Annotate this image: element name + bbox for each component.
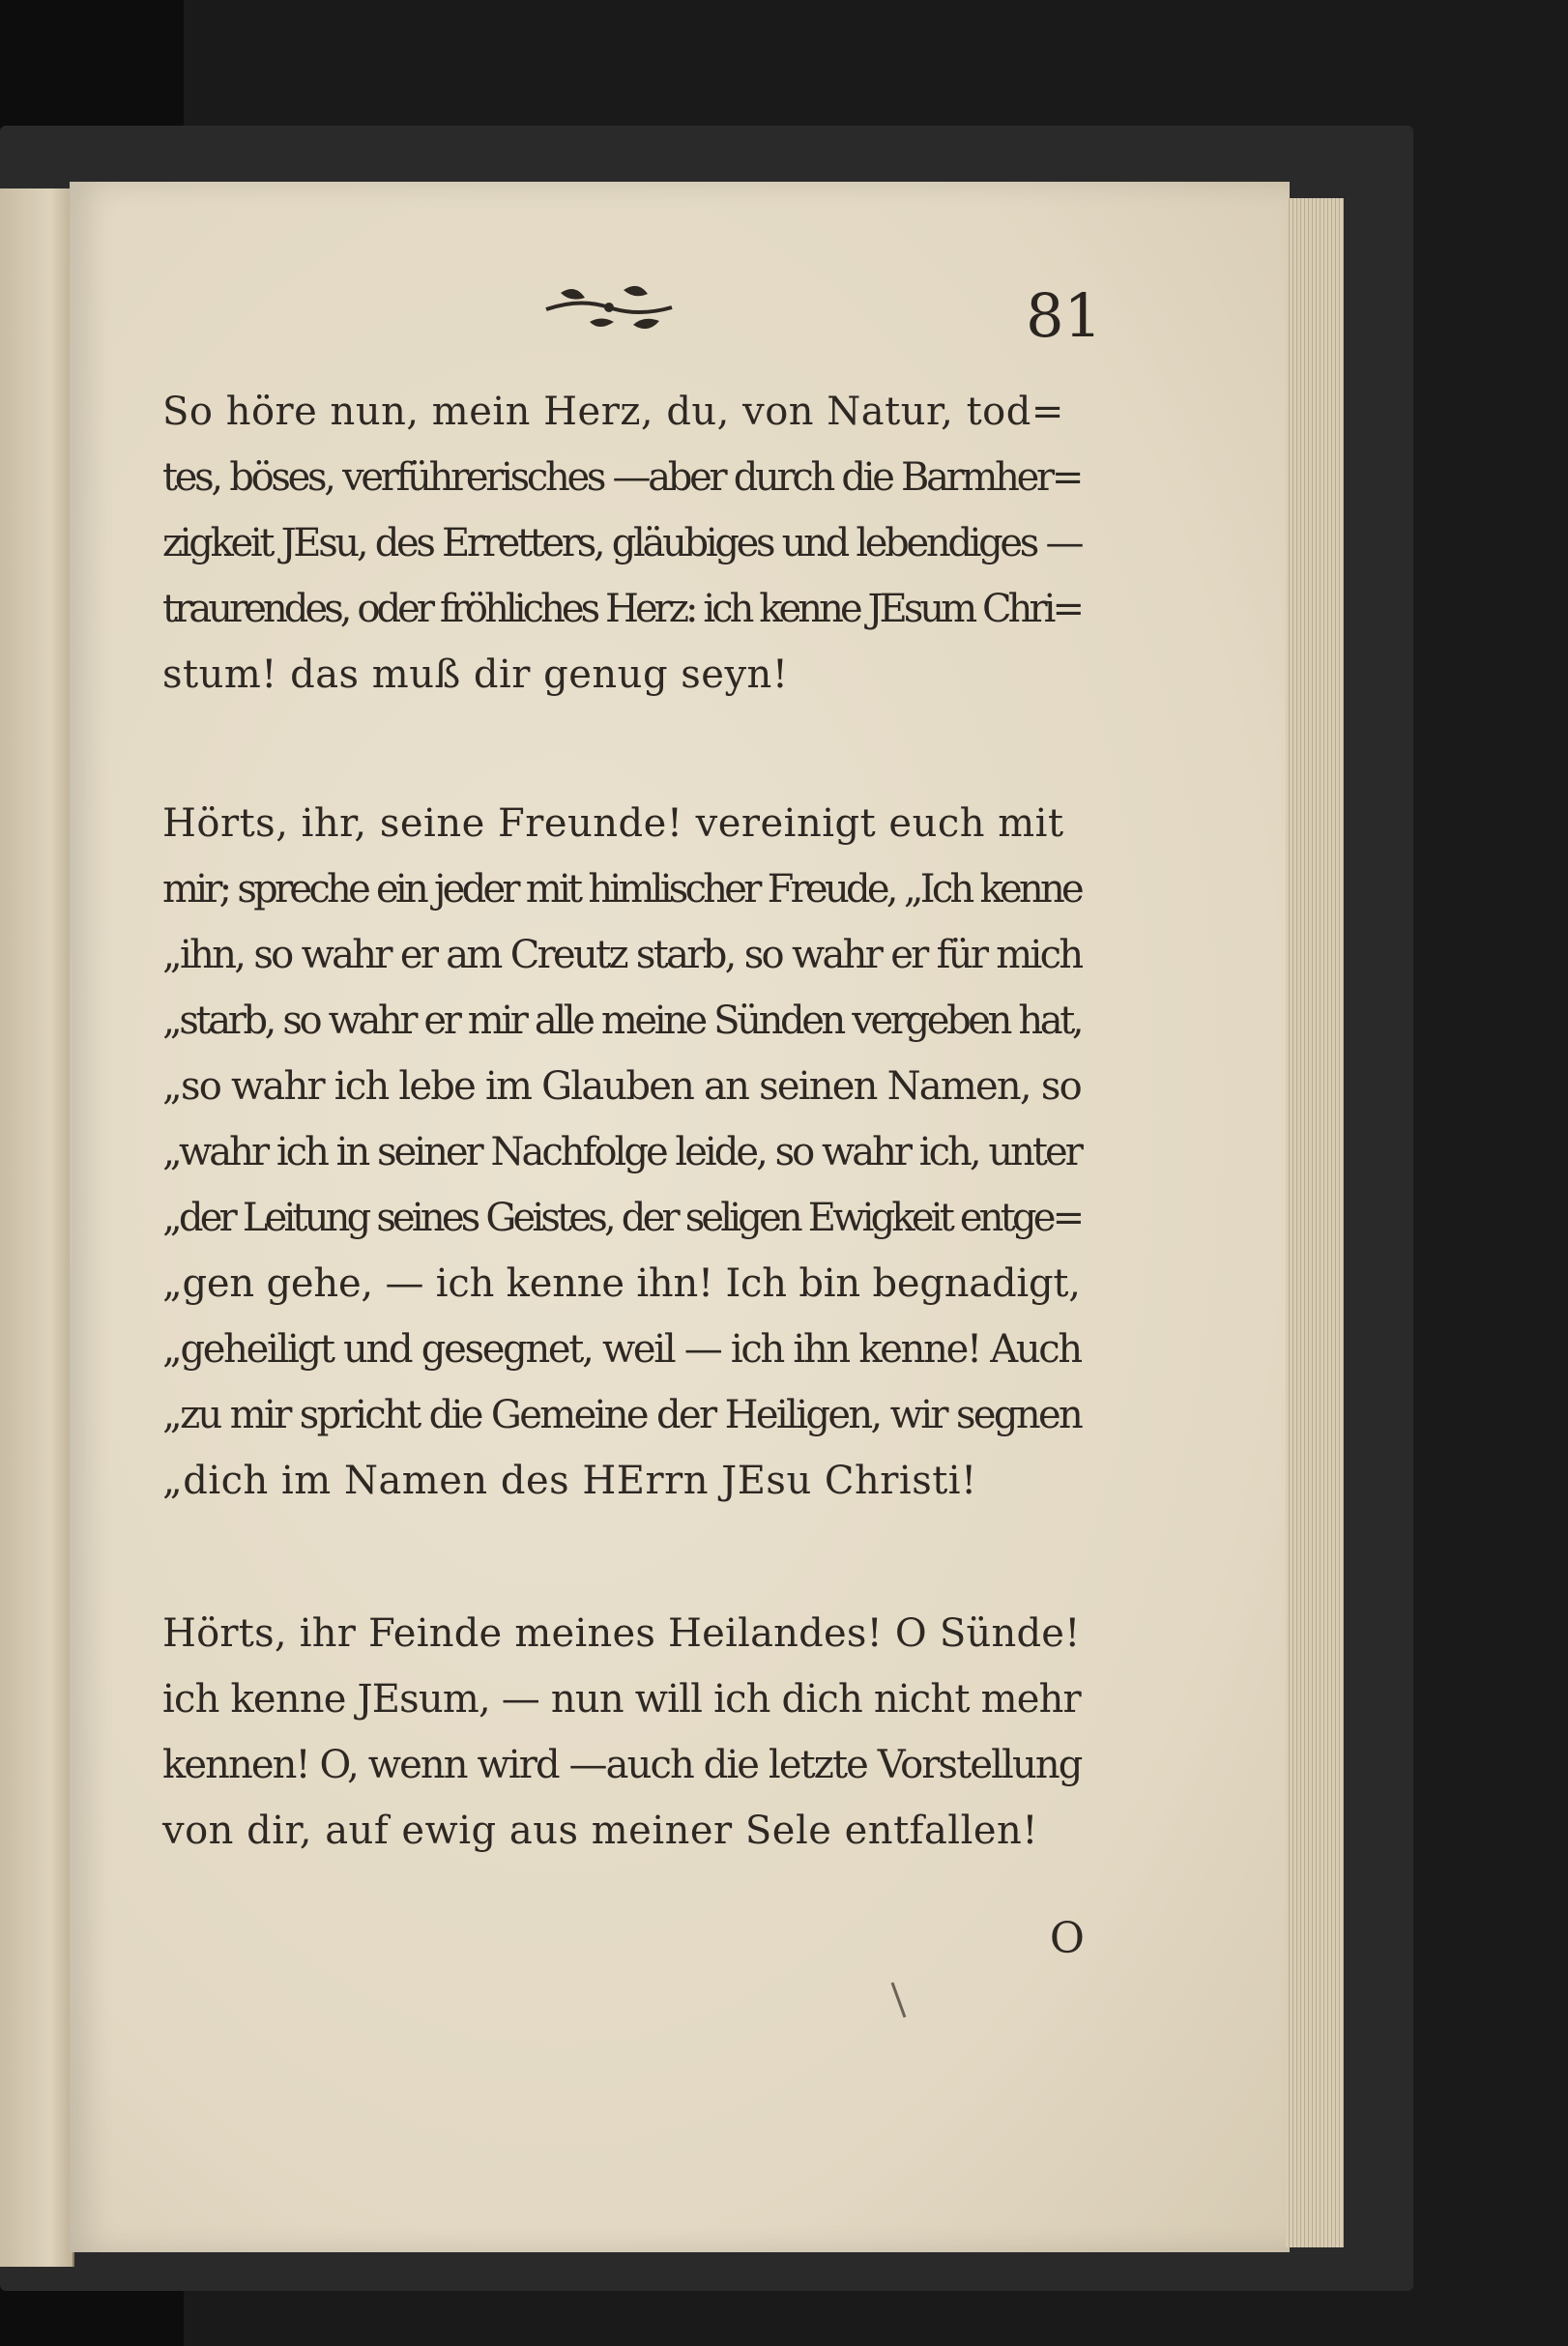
text-line: „zu mir spricht die Gemeine der Heiligen, wir segnen <box>162 1393 1082 1437</box>
text-line: „wahr ich in seiner Nachfolge leide, so wahr ich, unter <box>162 1130 1081 1174</box>
text-line: Hörts, ihr Feinde meines Heilandes! O Sünde! <box>162 1611 1081 1656</box>
floral-ornament-icon <box>541 278 677 336</box>
text-line: „so wahr ich lebe im Glauben an seinen Namen, so <box>162 1064 1081 1109</box>
text-line: von dir, auf ewig aus meiner Sele entfallen! <box>162 1809 1038 1853</box>
text-line: mir; spreche ein jeder mit himlischer Freude, „Ich kenne <box>162 867 1081 912</box>
text-line: „geheiligt und gesegnet, weil — ich ihn kenne! Auch <box>162 1327 1081 1372</box>
text-line: stum! das muß dir genug seyn! <box>162 652 789 697</box>
text-line: „gen gehe, — ich kenne ihn! Ich bin begnadigt, <box>162 1261 1081 1306</box>
paragraph-3 <box>162 1601 1081 1864</box>
paragraph-1 <box>162 379 1081 708</box>
text-line: „starb, so wahr er mir alle meine Sünden vergeben hat, <box>162 999 1082 1043</box>
text-line: tes, böses, verführerisches —aber durch die Barmher= <box>162 455 1082 500</box>
paragraph-2 <box>162 791 1081 1514</box>
text-line: So höre nun, mein Herz, du, von Natur, tod= <box>162 390 1064 434</box>
page-number: 81 <box>1026 280 1102 351</box>
text-line: Hörts, ihr, seine Freunde! vereinigt euch mit <box>162 801 1064 846</box>
text-line: ich kenne JEsum, — nun will ich dich nicht mehr <box>162 1677 1081 1722</box>
text-line: „ihn, so wahr er am Creutz starb, so wahr er für mich <box>162 933 1082 977</box>
text-line: zigkeit JEsu, des Erretters, gläubiges und lebendiges — <box>162 521 1082 565</box>
text-line: traurendes, oder fröhliches Herz: ich kenne JEsum Chri= <box>162 587 1082 631</box>
text-line: „dich im Namen des HErrn JEsu Christi! <box>162 1459 977 1503</box>
text-line: „der Leitung seines Geistes, der seligen Ewigkeit entge= <box>162 1196 1082 1240</box>
catchword: O <box>1049 1914 1085 1963</box>
text-line: kennen! O, wenn wird —auch die letzte Vorstellung <box>162 1743 1082 1787</box>
page-edges <box>1286 198 1344 2247</box>
previous-page-edge <box>0 188 74 2267</box>
